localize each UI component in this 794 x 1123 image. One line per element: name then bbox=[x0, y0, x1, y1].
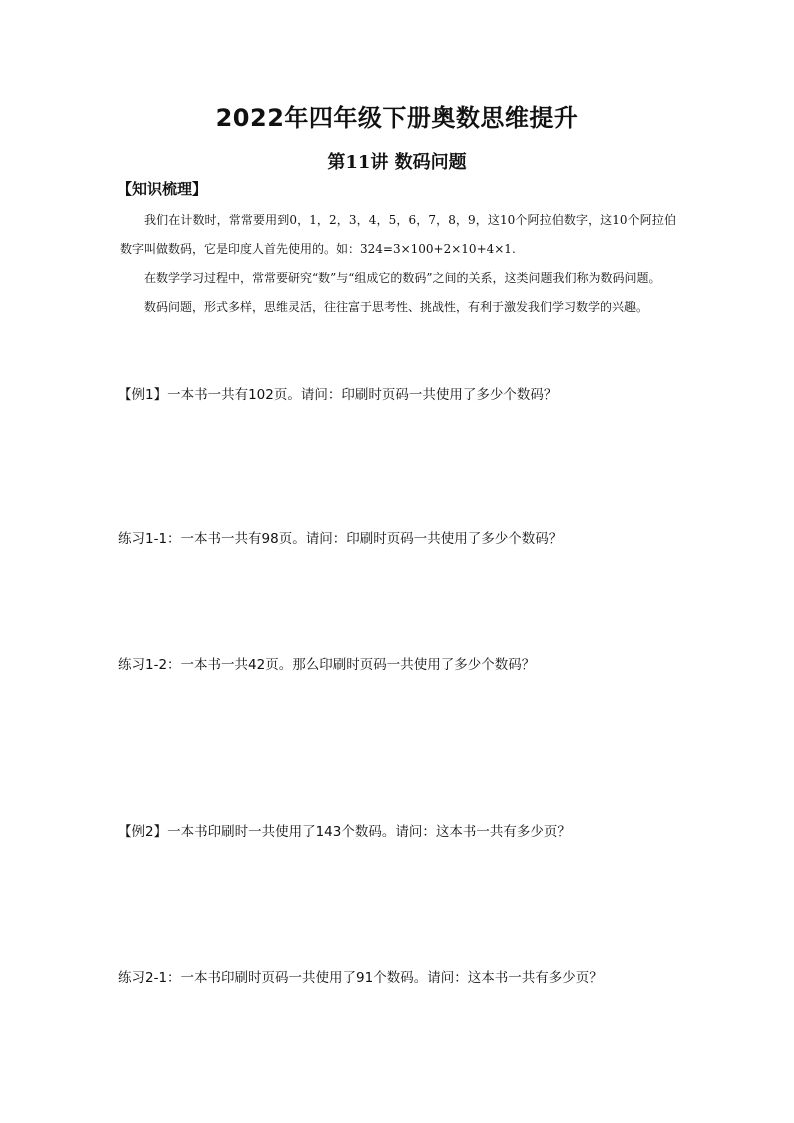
knowledge-paragraph-1: 我们在计数时，常常要用到0，1，2，3，4，5，6，7，8，9，这10个阿拉伯数字，这10个阿拉伯数字叫做数码，它是印度人首先使用的。如：324=3×100+2×10+4×1. bbox=[120, 213, 676, 256]
example-1-question: 【例1】一本书一共有102页。请问：印刷时页码一共使用了多少个数码？ bbox=[118, 387, 558, 403]
knowledge-paragraph-3: 数码问题，形式多样，思维灵活，往往富于思考性、挑战性，有利于激发我们学习数学的兴趣。 bbox=[144, 300, 649, 314]
example-2-question: 【例2】一本书印刷时一共使用了143个数码。请问：这本书一共有多少页？ bbox=[118, 824, 571, 840]
exercise-1-1-question: 练习1-1：一本书一共有98页。请问：印刷时页码一共使用了多少个数码？ bbox=[118, 531, 563, 547]
exercise-2-1-question: 练习2-1：一本书印刷时页码一共使用了91个数码。请问：这本书一共有多少页？ bbox=[118, 970, 603, 986]
knowledge-summary bbox=[120, 206, 676, 322]
exercise-1-2-question: 练习1-2：一本书一共42页。那么印刷时页码一共使用了多少个数码？ bbox=[118, 657, 536, 673]
knowledge-paragraph-2: 在数学学习过程中，常常要研究“数”与“组成它的数码”之间的关系，这类问题我们称为数码问题。 bbox=[144, 271, 661, 285]
page-title: 2022年四年级下册奥数思维提升 bbox=[215, 104, 579, 132]
lecture-subtitle: 第11讲 数码问题 bbox=[327, 152, 467, 173]
section-header-knowledge: 【知识梳理】 bbox=[117, 180, 208, 198]
